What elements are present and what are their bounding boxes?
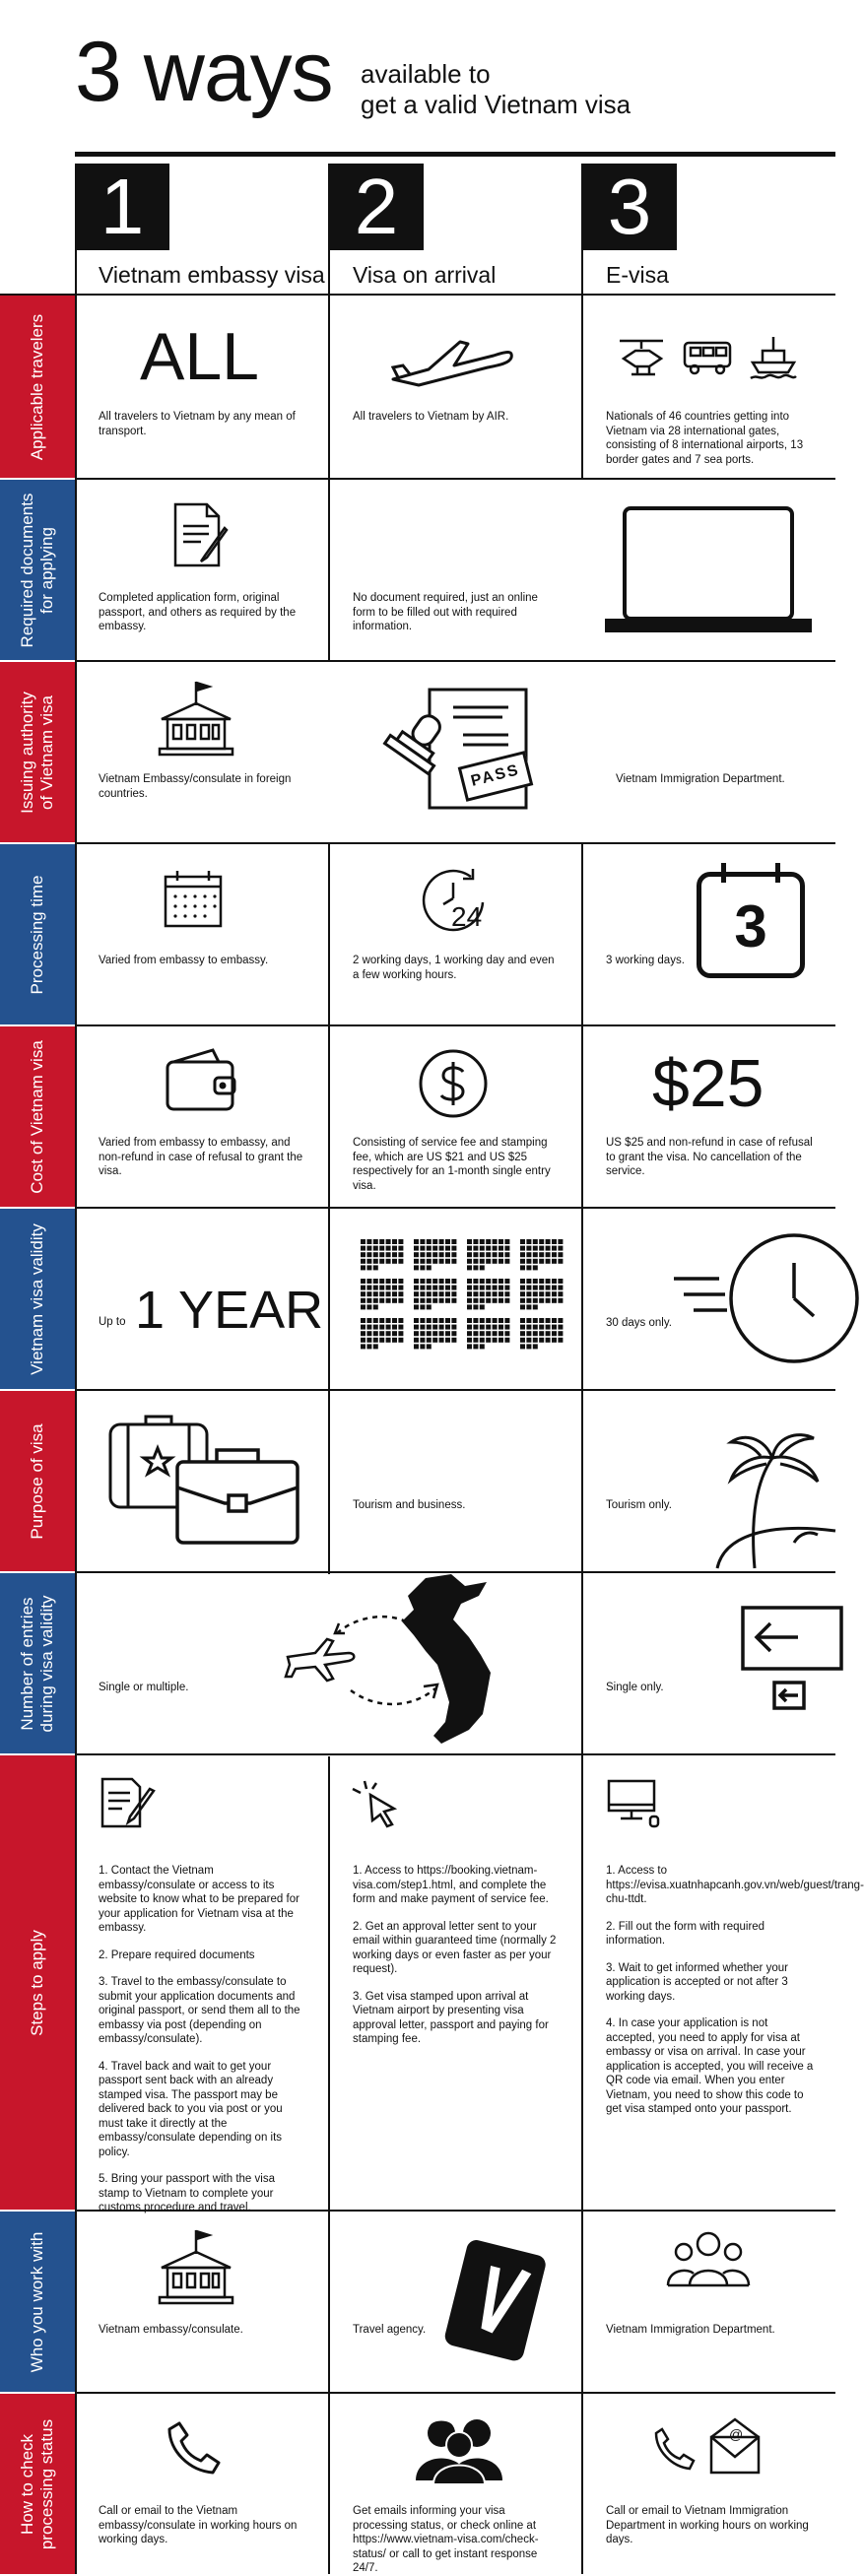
subtitle-line-1: available to xyxy=(361,59,491,89)
fast-clock-icon xyxy=(670,1233,835,1363)
step-text: 1. Contact the Vietnam embassy/consulate or access to its website to know what to be prepared for your application for Vietnam visa at the embassy. xyxy=(99,1865,299,1934)
row-label-text: Purpose of visa xyxy=(28,1422,46,1540)
page-title: 3 ways xyxy=(75,25,333,119)
palm-island-icon xyxy=(715,1424,835,1570)
plane-map-icon xyxy=(276,1574,512,1751)
bus-icon xyxy=(683,339,734,376)
row-label-purpose xyxy=(0,1391,75,1571)
cell-text: 30 days only. xyxy=(606,1317,672,1329)
cell-text: All travelers to Vietnam by any mean of transport. xyxy=(99,411,296,437)
row-label-steps xyxy=(0,1755,75,2210)
phone-icon xyxy=(166,2419,221,2475)
row-label-applicable xyxy=(0,296,75,478)
step-text: 4. Travel back and wait to get your passport sent back with an already stamped visa. The passport may be delivered back to you via post or you must take it directly at the embassy/consulate depending on its policy. xyxy=(99,2060,283,2158)
cell-text: All travelers to Vietnam by AIR. xyxy=(353,411,509,423)
row-label-entries xyxy=(0,1573,75,1753)
steps-col-3 xyxy=(606,1864,864,2130)
cell-text: Varied from embassy to embassy. xyxy=(99,955,269,966)
grid-vline-2 xyxy=(328,164,330,294)
cell-text: Tourism only. xyxy=(606,1499,672,1511)
grid-vline-3 xyxy=(581,164,583,294)
grid-line xyxy=(75,1024,835,1026)
helicopter-icon xyxy=(616,335,667,380)
building-flag-icon xyxy=(158,2228,234,2307)
step-text: 3. Wait to get informed whether your application is accepted or not after 3 working days. xyxy=(606,1961,788,2003)
wallet-icon xyxy=(164,1046,238,1113)
cell-text: Completed application form, original passport, and others as required by the embassy. xyxy=(99,592,297,632)
grid-vline-2-lower xyxy=(328,1756,330,2574)
row-label-text: Processing time xyxy=(28,875,46,994)
subtitle-line-2: get a valid Vietnam visa xyxy=(361,90,631,119)
building-flag-icon xyxy=(158,680,234,759)
clock-24-number: 24 xyxy=(451,901,483,932)
airplane-icon xyxy=(389,328,517,397)
cell-text: Vietnam Embassy/consulate in foreign countries. xyxy=(99,773,292,800)
cell-text: Travel agency. xyxy=(353,2324,427,2336)
computer-icon xyxy=(605,1777,662,1828)
row-label-text: Who you work with xyxy=(28,2231,46,2372)
cell-text: Call or email to Vietnam Immigration Department in working hours on working days. xyxy=(606,2505,809,2545)
row-label-text: Cost of Vietnam visa xyxy=(28,1039,46,1194)
column-3-name: E-visa xyxy=(606,262,669,288)
grid-line xyxy=(75,1571,835,1573)
row-label-status xyxy=(0,2394,75,2574)
ship-icon xyxy=(749,333,798,380)
grid-line xyxy=(75,1389,835,1391)
cell-text: Get emails informing your visa processing status, or check online at https://www.vietnam-visa.com/check-status/ or call to get instant response 24/7. xyxy=(353,2505,539,2574)
card-v-icon xyxy=(435,2238,552,2362)
calendar-ring xyxy=(721,863,726,883)
step-text: 3. Get visa stamped upon arrival at Vietnam airport by presenting visa approval letter, passport and paying for stamping fee. xyxy=(353,1990,549,2045)
stamp-text: PASS xyxy=(469,761,522,790)
cell-text: Call or email to the Vietnam embassy/consulate in working hours on working days. xyxy=(99,2505,298,2545)
row-label-text: Issuing authority of Vietnam visa xyxy=(18,691,56,814)
step-text: 3. Travel to the embassy/consulate to submit your application documents and original passport, or send them all to the embassy via post (depending on embassy/consulate). xyxy=(99,1976,300,2045)
grid-line xyxy=(75,2392,835,2394)
row-label-authority xyxy=(0,662,75,842)
grid-line xyxy=(75,1207,835,1209)
grid-vline-3-proc xyxy=(328,844,330,1574)
group-icon xyxy=(666,2226,751,2295)
grid-vline-1 xyxy=(75,164,77,2574)
row-label-text: Number of entries during visa validity xyxy=(18,1595,56,1732)
column-3-number: 3 xyxy=(582,164,677,250)
column-1-number: 1 xyxy=(75,164,169,250)
title-rule xyxy=(75,152,835,157)
row-label-text: Vietnam visa validity xyxy=(28,1222,46,1375)
calendar-ring xyxy=(775,863,780,883)
cell-text: Nationals of 46 countries getting into Vietnam via 28 international gates, consisting of 8 international airports, 13 border gates and 7 sea ports. xyxy=(606,411,804,466)
step-text: 1. Access to https://evisa.xuatnhapcanh.gov.vn/web/guest/trang-chu-ttdt. xyxy=(606,1865,864,1905)
cell-text: 2 working days, 1 working day and even a few working hours. xyxy=(353,955,555,981)
grid-line xyxy=(75,478,835,480)
column-1-name: Vietnam embassy visa xyxy=(99,262,325,288)
step-text: 4. In case your application is not accepted, you need to apply for visa at embassy or visa on arrival. In case your application is accepted, you will receive a QR code via email. When you enter Vietnam, you need to show this code to get visa stamped onto your passport. xyxy=(606,2017,814,2115)
cell-text: 3 working days. xyxy=(606,955,685,966)
steps-col-1 xyxy=(99,1864,305,2228)
row-label-text: Required documents for applying xyxy=(18,493,56,647)
cell-text: Vietnam Immigration Department. xyxy=(606,2324,775,2336)
row-label-text: How to check processing status xyxy=(18,2418,56,2549)
document-pen-icon xyxy=(169,500,233,571)
row-label-documents xyxy=(0,480,75,660)
row-label-validity xyxy=(0,1209,75,1389)
grid-vline-2-docs xyxy=(328,480,330,662)
all-travelers-text: ALL xyxy=(140,319,259,394)
validity-one-year: 1 YEAR xyxy=(135,1281,324,1340)
calendar-grid-icon xyxy=(361,1239,569,1354)
cell-text: US $25 and non-refund in case of refusal to grant the visa. No cancellation of the service. xyxy=(606,1137,813,1177)
exit-arrow-icon xyxy=(739,1604,835,1712)
row-label-processing xyxy=(0,844,75,1024)
step-text: 5. Bring your passport with the visa stamp to Vietnam to complete your customs procedure and travel. xyxy=(99,2173,275,2213)
cell-text: Varied from embassy to embassy, and non-refund in case of refusal to grant the visa. xyxy=(99,1137,303,1177)
row-label-text: Applicable travelers xyxy=(28,313,46,460)
grid-line xyxy=(75,1753,835,1755)
step-text: 2. Fill out the form with required information. xyxy=(606,1920,765,1947)
row-label-text: Steps to apply xyxy=(28,1929,46,2036)
step-text: 1. Access to https://booking.vietnam-visa.com/step1.html, and complete the form and make payment of service fee. xyxy=(353,1865,549,1905)
step-text: 2. Prepare required documents xyxy=(99,1949,255,1961)
svg-text:@: @ xyxy=(729,2426,744,2442)
calendar-3-icon xyxy=(697,872,805,978)
cell-text: No document required, just an online form to be filled out with required information. xyxy=(353,592,538,632)
grid-vline-3-main xyxy=(581,844,583,2574)
cell-text: Vietnam Immigration Department. xyxy=(616,773,785,785)
laptop-icon xyxy=(605,504,812,636)
phone-mail-icon xyxy=(654,2417,763,2477)
grid-line xyxy=(75,842,835,844)
cell-text: Consisting of service fee and stamping fee, which are US $21 and US $25 respectively for an 1-month single entry visa. xyxy=(353,1137,551,1192)
calendar-3-number: 3 xyxy=(734,893,767,959)
document-pen-icon xyxy=(97,1775,156,1830)
cell-text: Single only. xyxy=(606,1682,664,1693)
grid-line xyxy=(75,660,835,662)
grid-vline-3-body xyxy=(581,296,583,480)
cell-text: Tourism and business. xyxy=(353,1499,466,1511)
briefcase-icon xyxy=(173,1444,301,1547)
column-2-number: 2 xyxy=(329,164,424,250)
step-text: 2. Get an approval letter sent to your email within guaranteed time (normally 2 working days or even faster as per your request). xyxy=(353,1920,557,1975)
steps-col-2 xyxy=(353,1864,560,2060)
row-label-cost xyxy=(0,1026,75,1207)
grid-line-header xyxy=(0,294,835,296)
headset-group-icon xyxy=(412,2411,506,2484)
cell-text: Single or multiple. xyxy=(99,1682,189,1693)
page-subtitle xyxy=(361,59,631,120)
validity-prefix: Up to xyxy=(99,1316,126,1328)
cursor-click-icon xyxy=(351,1779,406,1830)
grid-vline-2-body xyxy=(328,296,330,480)
column-2-name: Visa on arrival xyxy=(353,262,497,288)
cell-text: Vietnam embassy/consulate. xyxy=(99,2324,243,2336)
row-label-who xyxy=(0,2212,75,2392)
e-visa-price: $25 xyxy=(652,1046,764,1121)
calendar-icon xyxy=(162,869,225,930)
dollar-coin-icon xyxy=(418,1048,489,1119)
